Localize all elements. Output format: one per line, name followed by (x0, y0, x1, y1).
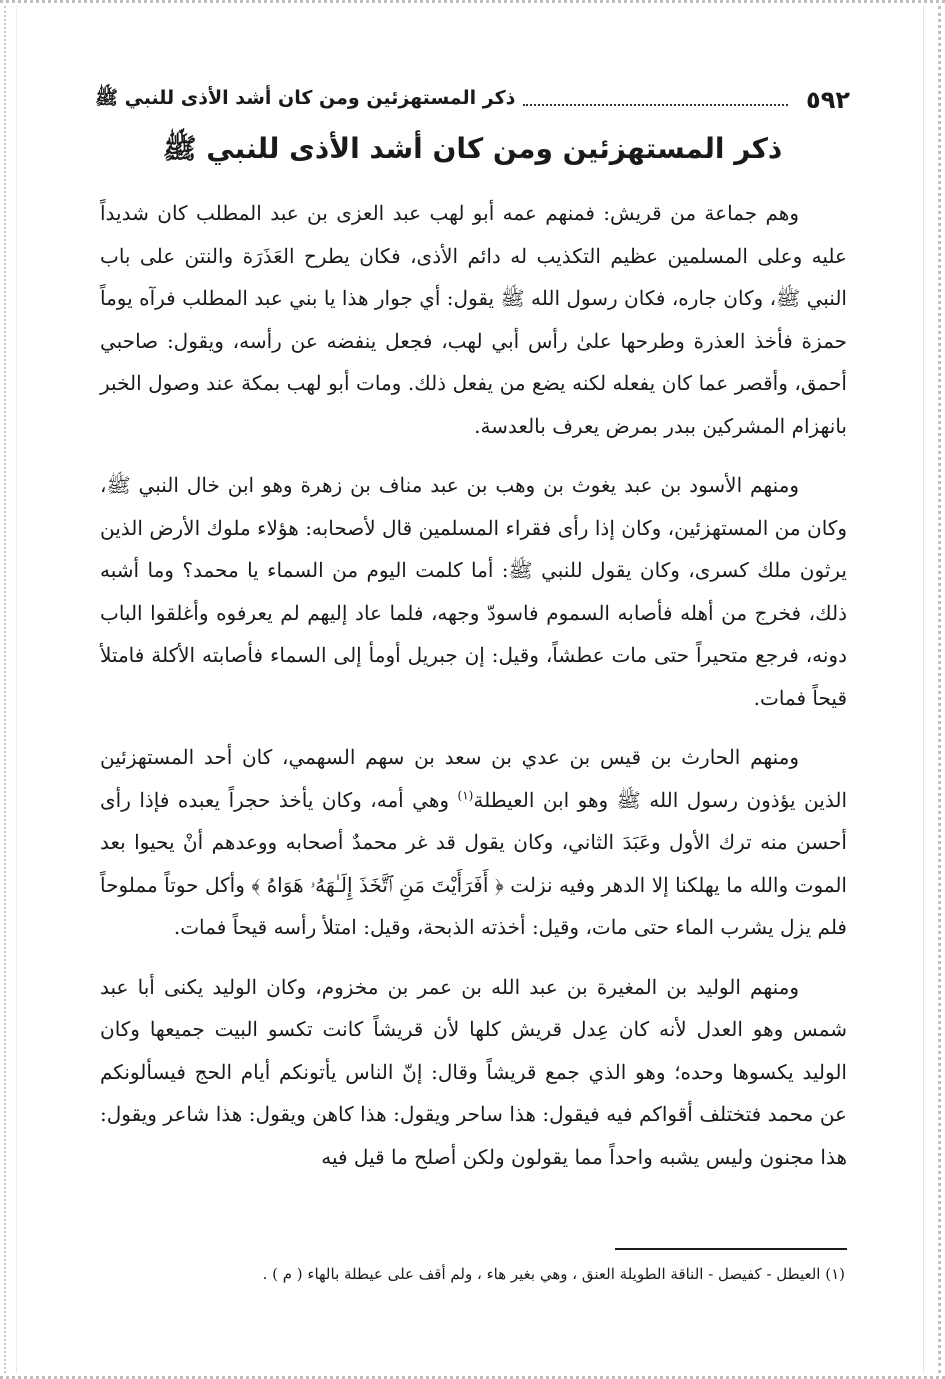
paragraph-abu-lahab: وهم جماعة من قريش: فمنهم عمه أبو لهب عبد العزى بن عبد المطلب كان شديداً عليه وعلى المسلمين عظيم التكذيب له دائم الأذى، فكان يطرح العَذَرَة والنتن على باب النبي ﷺ، وكان جاره، فكان رسول الله ﷺ يقول: أي جوار هذا يا بني عبد المطلب فرآه يوماً حمزة فأخذ العذرة وطرحها علىٰ رأس أبي لهب، فجعل ينفضه عن رأسه، ويقول: صاحبي أحمق، وأقصر عما كان يفعله لكنه يضع من يفعل ذلك. ومات أبو لهب بمكة عند وصول الخبر بانهزام المشركين ببدر بمرض يعرف بالعدسة. (100, 201, 847, 438)
right-scan-edge (923, 6, 941, 1373)
running-title: ذكر المستهزئين ومن كان أشد الأذى للنبي ﷺ (95, 87, 516, 109)
page-number: ٥٩٢ (806, 86, 850, 114)
footnote-separator (615, 1248, 847, 1250)
header-dotted-leader (523, 104, 788, 106)
left-scan-edge (4, 6, 17, 1373)
paragraph-aswad: ومنهم الأسود بن عبد يغوث بن وهب بن عبد مناف بن زهرة وهو ابن خال النبي ﷺ، وكان من المستهزئين، وكان إذا رأى فقراء المسلمين قال لأصحابه: هؤلاء ملوك الأرض الذين يرثون ملك كسرى، وكان يقول للنبي ﷺ: أما كلمت اليوم من السماء يا محمد؟ وما أشبه ذلك، فخرج من أهله فأصابه السموم فاسودّ وجهه، فلما عاد إليهم لم يعرفوه وأغلقوا الباب دونه، فرجع متحيراً حتى مات عطشاً، وقيل: إن جبريل أومأ إلى السماء فأصابته الأكلة فامتلأ قيحاً فمات. (100, 473, 847, 710)
paragraph-walid: ومنهم الوليد بن المغيرة بن عبد الله بن عمر بن مخزوم، وكان الوليد يكنى أبا عبد شمس وهو العدل لأنه كان عِدل قريش كلها لأن قريشاً كانت تكسو البيت جميعها وكان الوليد يكسوها وحده؛ وهو الذي جمع قريشاً وقال: إنّ الناس يأتونكم أيام الحج فيسألونكم عن محمد فتختلف أقواكم فيه فيقول: هذا ساحر ويقول: هذا كاهن ويقول: هذا شاعر ويقول: هذا مجنون وليس يشبه واحداً مما يقولون ولكن أصلح ما قيل فيه (100, 974, 847, 1169)
paragraph-harith (100, 736, 847, 949)
footnote-marker[interactable]: (١) (457, 787, 474, 802)
paragraph-harith-rest: وهي أمه، وكان يأخذ حجراً يعبده فإذا رأى أحسن منه ترك الأول وعَبَدَ الثاني، وكان يقول قد غر محمدٌ أصحابه ووعدهم أنْ يحيوا بعد الموت والله ما يهلكنا إلا الدهر وفيه نزلت ﴿ أَفَرَأَيْتَ مَنِ ٱتَّخَذَ إِلَـٰهَهُۥ هَوَاهُ ﴾ وأكل حوتاً مملوحاً فلم يزل يشرب الماء حتى مات، وقيل: أخذته الذبحة، وقيل: امتلأ رأسه قيحاً فمات. (100, 787, 847, 939)
running-header (95, 78, 850, 114)
footnote: (١) العيطل - كفيصل - الناقة الطويلة العنق ، وهي بغير هاء ، ولم أقف على عيطلة بالهاء ( م ) . (262, 1265, 845, 1283)
paragraph-harith-start: ومنهم الحارث بن قيس بن عدي بن سعد بن سهم السهمي، كان أحد المستهزئين الذين يؤذون رسول الله ﷺ وهو ابن العيطلة (100, 745, 848, 812)
chapter-title: ذكر المستهزئين ومن كان أشد الأذى للنبي ﷺ (162, 132, 783, 165)
main-text (100, 192, 847, 1195)
